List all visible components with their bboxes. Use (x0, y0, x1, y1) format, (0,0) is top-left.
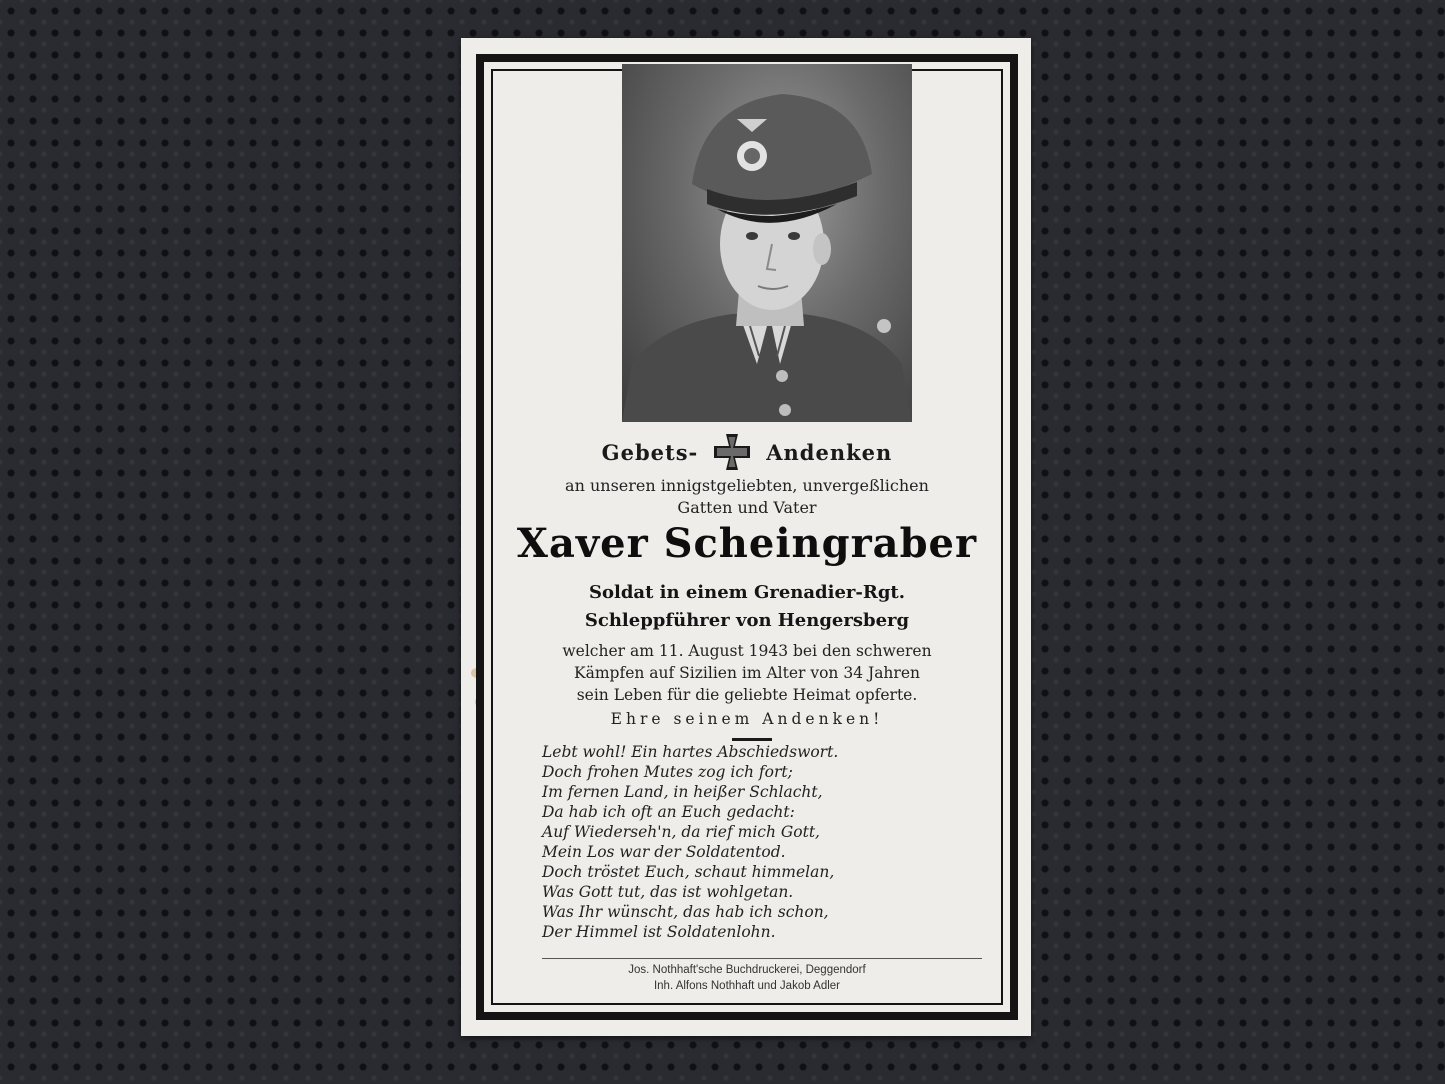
divider-rule (732, 738, 772, 741)
honor-line: Ehre seinem Andenken! (610, 710, 884, 728)
poem-line: Was Ihr wünscht, das hab ich schon, (542, 903, 829, 921)
body-line-2: Kämpfen auf Sizilien im Alter von 34 Jahren (574, 664, 920, 682)
mourning-border (476, 54, 1018, 1020)
printer-rule (542, 958, 982, 959)
iron-cross-icon (712, 432, 752, 472)
poem-line: Doch frohen Mutes zog ich fort; (542, 763, 793, 781)
soldier-portrait-photo (622, 64, 912, 422)
printer-line-1: Jos. Nothhaft'sche Buchdruckerei, Deggendorf (628, 964, 866, 976)
portrait-illustration (622, 64, 912, 422)
poem-line: Der Himmel ist Soldatenlohn. (542, 923, 776, 941)
occupation-line: Schleppführer von Hengersberg (584, 610, 910, 631)
poem-line: Lebt wohl! Ein hartes Abschiedswort. (542, 743, 839, 761)
memorial-card (461, 38, 1031, 1036)
poem-line: Da hab ich oft an Euch gedacht: (542, 803, 795, 821)
poem-line: Mein Los war der Soldatentod. (542, 843, 786, 861)
printer-line-2: Inh. Alfons Nothhaft und Jakob Adler (653, 980, 841, 992)
poem-line: Im fernen Land, in heißer Schlacht, (542, 783, 823, 801)
body-line-3: sein Leben für die geliebte Heimat opferte. (576, 686, 918, 704)
poem-line: Was Gott tut, das ist wohlgetan. (542, 883, 794, 901)
poem-line: Auf Wiederseh'n, da rief mich Gott, (542, 823, 820, 841)
intro-line-1: an unseren innigstgeliebten, unvergeßlichen (565, 476, 929, 495)
heading-row (484, 432, 1010, 472)
poem-line: Doch tröstet Euch, schaut himmelan, (542, 863, 835, 881)
deceased-name: Xaver Scheingraber (516, 520, 978, 567)
heading-andenken: Andenken (766, 439, 893, 465)
rank-line: Soldat in einem Grenadier-Rgt. (588, 582, 906, 603)
intro-line-2: Gatten und Vater (677, 498, 817, 517)
heading-gebets: Gebets- (601, 439, 699, 465)
poem (542, 742, 982, 942)
body-line-1: welcher am 11. August 1943 bei den schweren (562, 642, 932, 660)
